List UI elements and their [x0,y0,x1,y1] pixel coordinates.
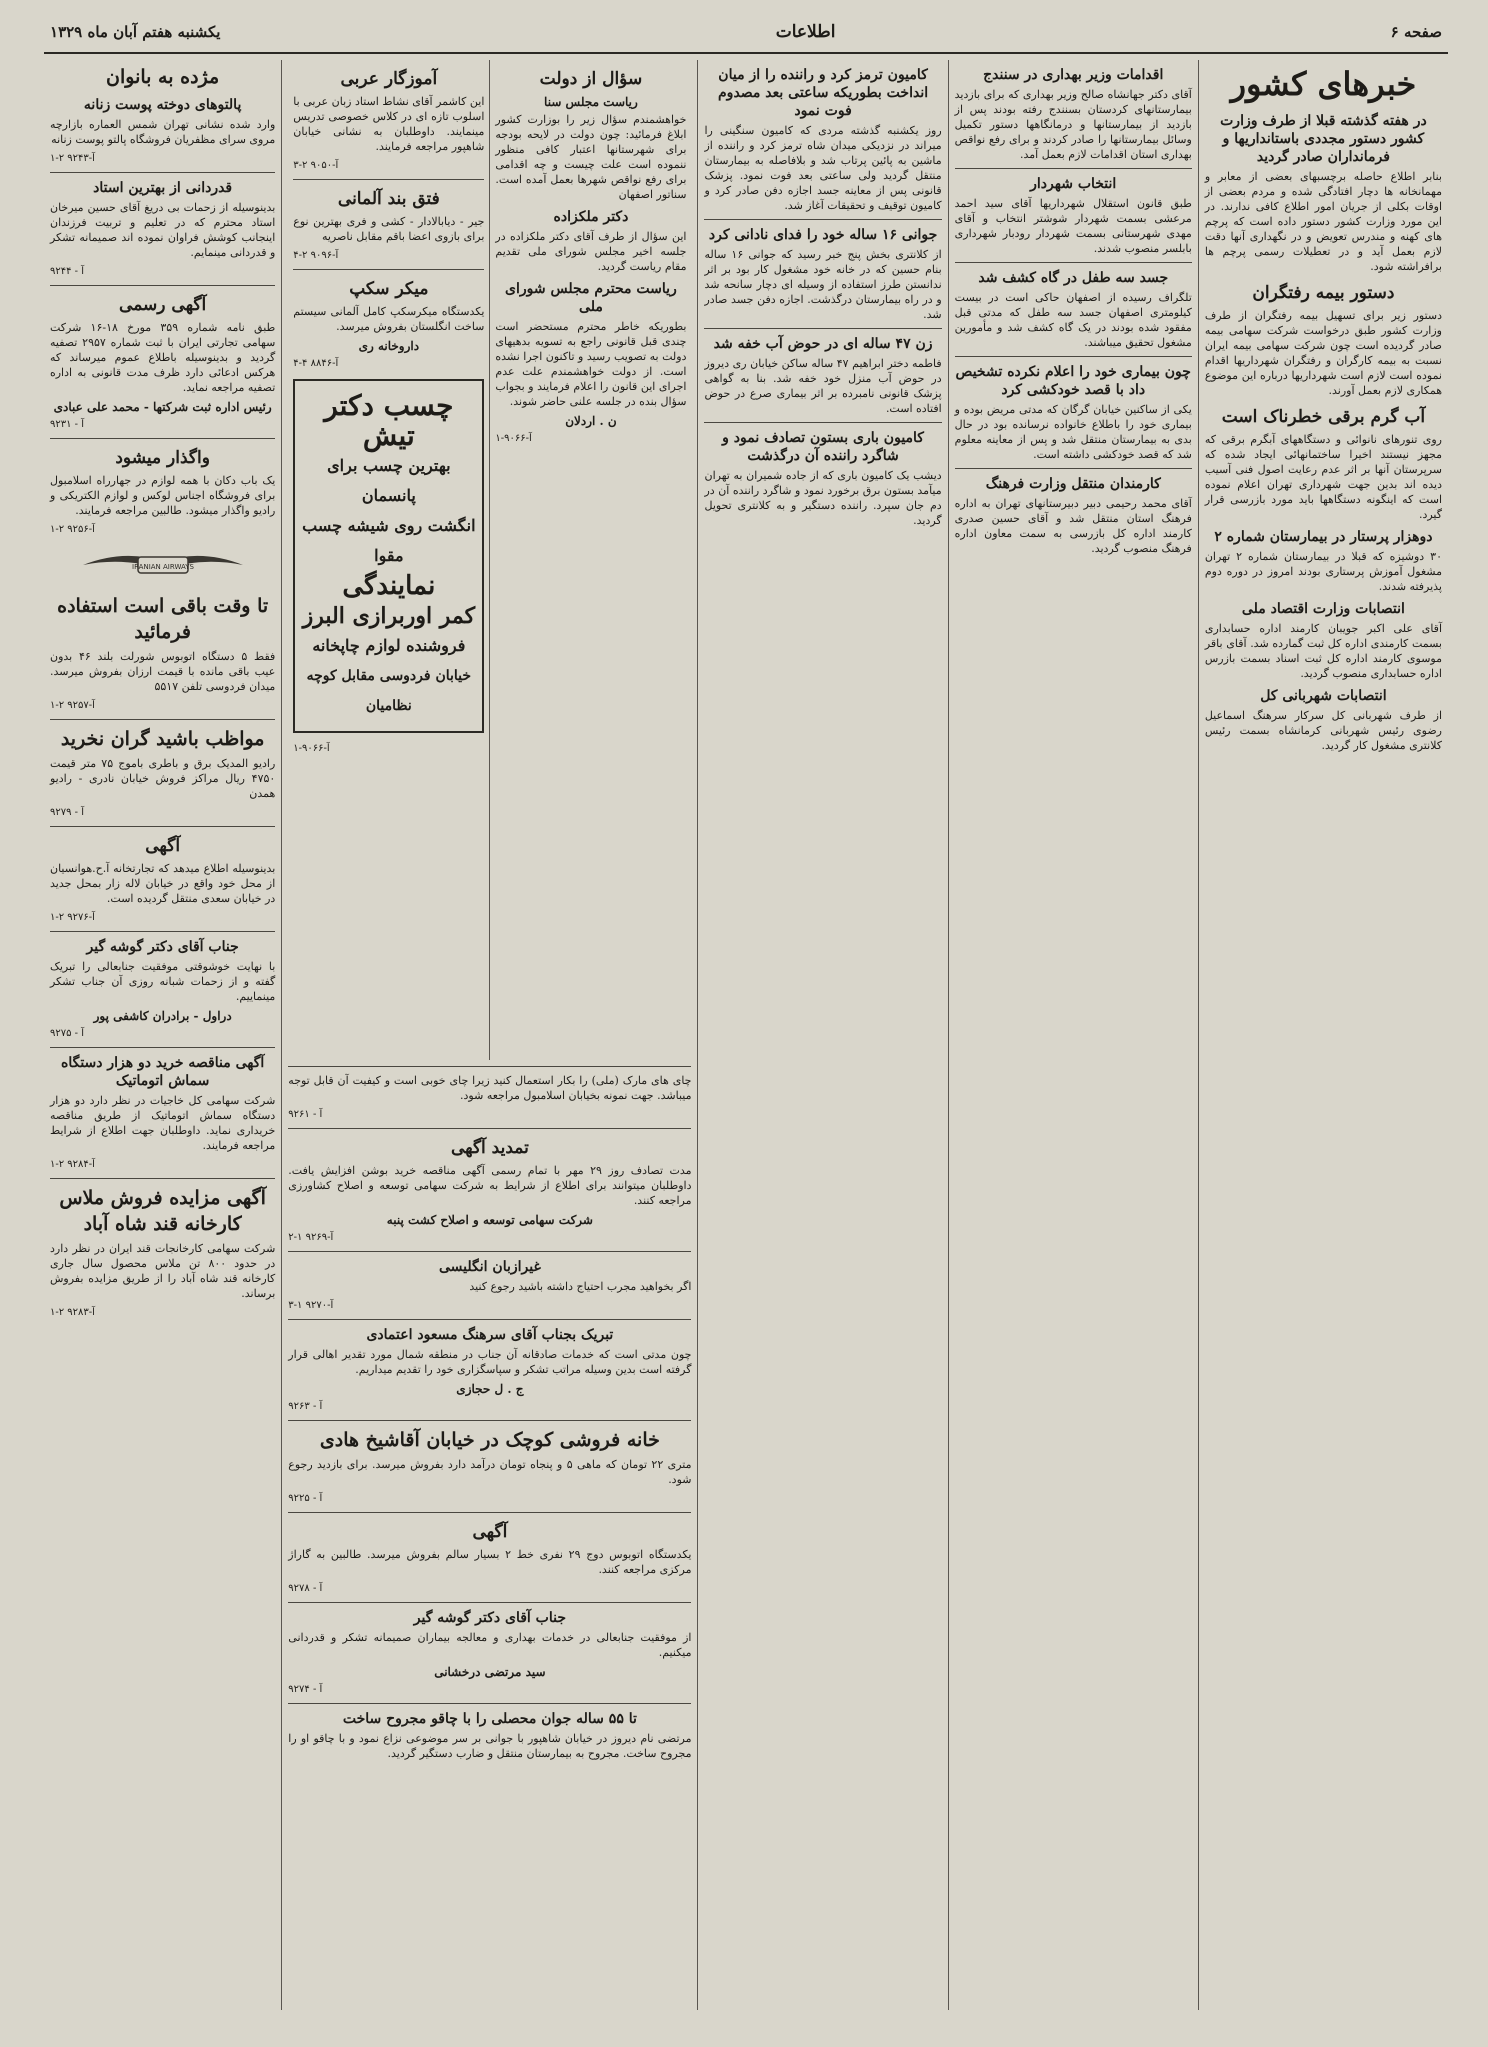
ad-body: فقط ۵ دستگاه اتوبوس شورلت بلند ۴۶ بدون عیب باقی مانده با قیمت ارزان بفروش میرسد. میدان فردوسی تلفن ۵۵۱۷ [49,650,276,693]
ad-body: یکدستگاه اتوبوس دوج ۲۹ نفری خط ۲ بسیار سالم بفروش میرسد. طالبین به گاراژ مرکزی مراجعه کنند. [288,1548,692,1576]
article-body: این سؤال از طرف آقای دکتر ملکزاده در جلسه اخیر مجلس شورای ملی تقدیم مقام ریاست گردید. [495,230,687,273]
divider [288,1251,691,1252]
article-heading: اقدامات وزیر بهداری در سنندج [983,67,1164,83]
article-heading: تا ۵۵ ساله جوان محصلی را با چاقو مجروح ساخت [342,1711,637,1727]
divider [288,1602,691,1603]
ad-heading: آگهی رسمی [119,295,207,315]
ad-code: ۱-۲ آ-۹۲۷۶ [49,912,95,923]
ad-line: نمایندگی [342,571,436,601]
ad-line: چسب دکتر تیش [324,389,454,452]
ad-code: آ - ۹۲۷۵ [49,1028,84,1039]
ad-line: انگشت روی شیشه چسب مقوا [302,516,476,565]
article-heading: سؤال از دولت [539,69,643,89]
article-heading: جوانی ۱۶ ساله خود را فدای نادانی کرد [708,227,938,243]
ad-heading: تا وقت باقی است استفاده فرمائید [57,595,269,643]
column-classifieds-small [288,60,489,1060]
article-body: بطوریکه خاطر محترم مستحضر است چندی قبل قانونی راجع به تسویه بدهیهای دولت به تصویب رسید و تاکنون اجرا نشده است. از دولت خواهشمندم علت عدم اجرای این قانون را اعلام فرمایند و بجواب سؤال بنده در جلسه علنی حاضر شوند. [495,320,687,408]
ad-body: شرکت سهامی کارخانجات قند ایران در نظر دارد در حدود ۸۰۰ تن ملاس محصول سال جاری کارخانه قند شاه آباد را از طریق مزایده بفروش برساند. [49,1242,276,1300]
ad-code: آ - ۹۲۷۴ [288,1684,323,1695]
ad-code: ۲-۱ آ-۹۲۶۹ [288,1232,334,1243]
divider [704,422,941,423]
article-body: دیشب یک کامیون باری که از جاده شمیران به تهران میآمد بستون برق برخورد نمود و شاگرد راننده آن در دم جان سپرد. راننده دستگیر و به کلانتری تحویل گردید. [704,469,942,527]
divider [50,438,275,439]
ad-code: ۱-۲ آ-۹۲۵۷ [49,700,95,711]
column-questions [489,60,691,1060]
article-body: خواهشمندم سؤال زیر را بوزارت کشور ابلاغ فرمائید: چون دولت در لایحه بودجه برای شهرستانها اعتبار کافی منظور ننموده است علت چیست و چه اقدامی برای رفع نواقص شهرها بعمل آمده است. سناتور اصفهان [495,113,687,201]
ad-code: آ - ۹۲۷۸ [288,1583,323,1594]
article-subheading: ریاست مجلس سنا [544,95,638,109]
paper-name: اطلاعات [775,22,836,42]
section-title: خبرهای کشور [1230,65,1417,103]
divider [288,1420,691,1421]
column-incidents [697,60,947,2010]
divider [293,179,484,180]
ad-code: ۱-۲ آ-۹۲۵۶ [49,524,95,535]
ad-heading: آگهی [145,836,181,856]
article-body: آقای دکتر جهانشاه صالح وزیر بهداری که برای بازدید بیمارستانهای کردستان بسنندج رفته بودند پس از بازدید از بیمارستانها و درمانگاهها دستور تکمیل وسائل بیمارستانها را صادر کردند و برای رفع نواقص بهداری استان اقدامات لازم بعمل آمد. [954,88,1192,161]
column-parliament-and-ads [281,60,697,2010]
article-body: یکی از ساکنین خیابان گرگان که مدتی مریض بوده و بیماری خود را باطلاع خانواده نرسانده بود در حال بدی به بیمارستان منتقل شد و پس از معاینه معلوم شد که قصد خودکشی داشته است. [954,403,1192,461]
signature: شرکت سهامی توسعه و اصلاح کشت پنبه [386,1213,593,1227]
divider [288,1066,691,1067]
article-heading: انتصابات وزارت اقتصاد ملی [1241,601,1405,617]
ad-heading: آگهی مزایده فروش ملاس کارخانه قند شاه آباد [59,1187,266,1235]
winged-logo-icon [78,545,248,585]
ad-code: ۱-آ-۹۰۶۶ [293,743,330,754]
airline-name: IRANIAN AIRWAYS [131,563,194,571]
signature: ج . ل حجازی [456,1382,524,1396]
article-heading: کامیون ترمز کرد و راننده را از میان انداخت بطوریکه ساعتی بعد مصدوم فوت نمود [718,67,929,119]
ad-code: آ - ۹۲۶۱ [288,1109,323,1120]
article-body: مرتضی نام دیروز در خیابان شاهپور با جوانی بر سر موضوعی نزاع نمود و با چاقو او را مجروح ساخت. مجروح به بیمارستان منتقل و ضارب دستگیر گردید. [288,1732,692,1760]
article-heading: دوهزار پرستار در بیمارستان شماره ۲ [1214,529,1433,545]
article-body: دستور زیر برای تسهیل بیمه رفتگران از طرف وزارت کشور طبق درخواست شرکت سهامی بیمه صادر گردیده است چون شرکت سهامی بیمه ایران نسبت به بیمه کارگران و رفتگران شهرداریها اقدام نموده است لازم است شهرداریها درباره این موضوع همکاری لازم بعمل آورند. [1204,309,1442,397]
ad-subheading: پالتوهای دوخته پوست زنانه [83,97,242,113]
ad-body: با نهایت خوشوقتی موفقیت جنابعالی را تبریک گفته و از زحمات شبانه روزی آن جناب تشکر مینماییم. [49,960,276,1003]
divider [50,719,275,720]
ad-heading: مژده به بانوان [106,66,220,88]
article-body: از طرف شهربانی کل سرکار سرهنگ اسماعیل رضوی رئیس شهربانی کرمانشاه بسمت رئیس کلانتری مشغول کار گردید. [1204,709,1442,752]
signature: سید مرتضی درخشانی [434,1665,546,1679]
ad-body: بدینوسیله از زحمات بی دریغ آقای حسین میرخان استاد محترم که در تعلیم و تربیت فرزندان اینجانب کوشش فراوان نموده اند صمیمانه تشکر و قدردانی مینمایم. [49,201,276,259]
ad-heading: تبریک بجناب آقای سرهنگ مسعود اعتمادی [366,1327,614,1343]
divider [288,1128,691,1129]
signature: دراول - برادران کاشفی پور [93,1009,232,1023]
ad-code: آ - ۹۲۲۵ [288,1493,323,1504]
article-heading: کامیون باری بستون تصادف نمود و شاگرد راننده آن درگذشت [722,430,924,464]
article-body: تلگراف رسیده از اصفهان حاکی است در بیست کیلومتری اصفهان جسد سه طفل که مدتی قبل مفقود شده بودند در یک گاه کشف شد و مأمورین مشغول تحقیق میباشند. [954,291,1192,349]
ad-body: چای های مارک (ملی) را بکار استعمال کنید زیرا چای خوبی است و کیفیت آن قابل توجه میباشد. جهت نمونه بخیابان اسلامبول مراجعه شود. [288,1074,692,1102]
article-body: آقای علی اکبر جویبان کارمند اداره حسابداری بسمت کارمندی اداره کل ثبت گمارده شد. آقای باقر موسوی کارمند اداره کل ثبت اسناد بسمت بازرس اداره حسابداری منصوب گردید. [1204,622,1442,680]
ad-body: بدینوسیله اطلاع میدهد که تجارتخانه آ.ح.هوانسیان از محل خود واقع در خیابان لاله زار بمحل جدید در خیابان سعدی منتقل گردیده است. [49,862,276,905]
page-number: صفحه ۶ [1390,23,1442,41]
ad-body: از موفقیت جنابعالی در خدمات بهداری و معالجه بیماران صمیمانه تشکر و قدردانی میکنیم. [288,1631,692,1659]
ad-heading: فتق بند آلمانی [337,189,440,209]
article-heading: چون بیماری خود را اعلام نکرده تشخیص داد با قصد خودکشی کرد [955,364,1191,398]
ad-code: ۴-۴ آ-۸۸۴۶ [293,358,339,369]
divider [704,219,941,220]
article-heading: دکتر ملکزاده [553,209,629,225]
glue-advertisement [293,379,484,733]
ad-code: ۳-۱ آ-۹۲۷۰ [288,1300,334,1311]
ad-code: ۴-۲ آ-۹۰۹۶ [293,250,339,261]
article-body: آقای محمد رحیمی دبیر دبیرستانهای تهران به اداره فرهنگ استان منتقل شد و آقای حسین صدری کارمند اداره کل بازرسی به سمت معاون اداره فرهنگ منصوب گردید. [954,497,1192,555]
ad-line: خیابان فردوسی مقابل کوچه نظامیان [306,668,472,714]
divider [293,269,484,270]
article-heading: انتصابات شهربانی کل [1260,688,1387,704]
article-body: ۳۰ دوشیزه که قبلا در بیمارستان شماره ۲ تهران مشغول آموزش پرستاری بودند امروز در دوره دوم پذیرفته شدند. [1204,550,1442,593]
divider [50,931,275,932]
ad-code: آ - ۹۲۳۱ [49,419,84,430]
ad-heading: جناب آقای دکتر گوشه گیر [86,939,239,955]
column-health-news [948,60,1198,2010]
article-heading: ریاست محترم مجلس شورای ملی [505,281,677,315]
signature: رئیس اداره ثبت شرکتها - محمد علی عبادی [53,400,272,414]
ad-heading: قدردانی از بهترین استاد [93,180,233,196]
ad-heading: آگهی [472,1522,508,1542]
divider [288,1703,691,1704]
ad-heading: میکر سکپ [349,279,429,299]
divider [50,1047,275,1048]
ad-heading: آگهی مناقصه خرید دو هزار دستگاه سماش اتوماتیک [61,1055,265,1089]
columns [44,60,1448,2010]
divider [288,1319,691,1320]
ad-heading: مواظب باشید گران نخرید [60,728,265,750]
ad-code: آ - ۹۲۷۹ [49,807,84,818]
divider [704,328,941,329]
upper-split [288,60,691,1060]
ad-heading: واگذار میشود [115,448,210,468]
column-classifieds [44,60,281,2010]
divider [50,826,275,827]
ad-body: یکدستگاه میکرسکپ کامل آلمانی سیستم ساخت انگلستان بفروش میرسد. [293,305,485,333]
ad-line: فروشنده لوازم چاپخانه [312,636,466,655]
divider [955,356,1192,357]
ad-body: متری ۲۲ تومان که ماهی ۵ و پنجاه تومان درآمد دارد بفروش میرسد. برای بازدید رجوع شود. [288,1458,692,1486]
article-heading: آب گرم برقی خطرناک است [1221,407,1426,427]
divider [955,262,1192,263]
issue-date: یکشنبه هفتم آبان ماه ۱۳۲۹ [50,23,221,41]
article-heading: زن ۴۷ ساله ای در حوض آب خفه شد [713,336,933,352]
ad-body: این کاشمر آقای نشاط استاد زبان عربی با اسلوب تازه ای در کلاس خصوصی تدریس مینمایند. داوطلبان به نشانی خیابان شاهپور مراجعه فرمایند. [293,95,485,153]
article-body: روی تنورهای نانوائی و دستگاههای آبگرم برقی که مجهز نیستند اخیرا ساختمانهائی ایجاد شده که سرپرستان آنها بر اثر عدم رعایت اصول فنی آسیب دیده اند بدین جهت شهرداری تهران اعلام نموده است که اینگونه دستگاهها باید مورد بازرسی قرار گیرد. [1204,433,1442,521]
ad-heading: تمدید آگهی [450,1138,529,1158]
divider [50,172,275,173]
ad-heading: غیرازبان انگلیسی [439,1259,541,1275]
ad-body: مدت تصادف روز ۲۹ مهر با تمام رسمی آگهی مناقصه خرید بوشن افزایش یافت. داوطلبان میتوانند برای اطلاع از شرایط به شرکت سهامی توسعه و اصلاح کشاورزی مراجعه کنند. [288,1164,692,1207]
ad-body: طبق نامه شماره ۳۵۹ مورخ ۱۸-۱۶ شرکت سهامی تجارتی ایران با ثبت شماره ۲۹۵۷ تصفیه گردید و بدینوسیله باطلاع عموم میرساند که هرکس ادعائی دارد ظرف مدت قانونی به اداره تصفیه مراجعه نماید. [49,321,276,394]
ad-body: اگر بخواهید مجرب احتیاج داشته باشید رجوع کنید [469,1280,692,1293]
ad-subheading: داروخانه ری [358,339,420,353]
ad-body: شرکت سهامی کل خاجیات در نظر دارد دو هزار دستگاه سماش اتوماتیک از طریق مناقصه خریداری نماید. داوطلبان جهت اطلاع از شرایط مراجعه فرمایند. [49,1094,276,1152]
ad-line: بهترین چسب برای پانسمان [327,456,451,505]
ad-line: کمر اوربرازی البرز [302,603,476,629]
ad-body: چون مدتی است که خدمات صادقانه آن جناب در منطقه شمال مورد تقدیر اهالی قرار گرفته است بدین وسیله مراتب تشکر و سپاسگزاری خود را تقدیم میداریم. [288,1348,692,1376]
article-heading: در هفته گذشته قبلا از طرف وزارت کشور دستور مجددی باستانداریها و فرمانداران صادر گردید [1220,113,1427,165]
divider [955,468,1192,469]
ad-code: ۳-۲ آ-۹۰۵۰ [293,160,339,171]
divider [50,285,275,286]
ad-body: جیر - دیابالادار - کشی و فری بهترین نوع برای بازوی اعضا باقم مقابل ناصریه [293,215,485,243]
ad-code: ۱-آ-۹۰۶۶ [495,433,532,444]
article-body: فاطمه دختر ابراهیم ۴۷ ساله ساکن خیابان ری دیروز در حوض آب منزل خود خفه شد. بنا به گواهی پزشک قانونی نامبرده بر اثر بیماری صرع در حوض افتاده است. [704,357,942,415]
article-body: طبق قانون استقلال شهرداریها آقای سید احمد مرعشی بسمت شهردار شوشتر انتخاب و آقای مهدی شهرستانی بسمت شهردار رودبار شهرداری بابلسر منصوب شدند. [954,197,1192,255]
divider [288,1512,691,1513]
divider [50,1178,275,1179]
divider [955,168,1192,169]
ad-code: ۱-۲ آ-۹۲۸۳ [49,1307,95,1318]
article-heading: دستور بیمه رفتگران [1252,283,1395,303]
signature: ن . اردلان [565,414,617,428]
masthead [44,18,1448,54]
article-heading: انتخاب شهردار [1030,176,1117,192]
ad-heading: خانه فروشی کوچک در خیابان آقاشیخ هادی [319,1429,660,1451]
ad-code: ۱-۲ آ-۹۲۴۳ [49,153,95,164]
article-body: از کلانتری بخش پنج خبر رسید که جوانی ۱۶ ساله بنام حسین که در خانه خود مشغول کار بود بر اثر ندانستن طرز استفاده از وسیله ای دچار سانحه شد و در راه بیمارستان درگذشت. اجازه دفن جسد صادر شد. [704,248,942,321]
column-country-news [1198,60,1448,2010]
article-body: بنابر اطلاع حاصله برچسبهای بعضی از معابر و مهمانخانه ها دچار افتادگی شده و مردم بعضی از اوقات بکلی از جریان امور اطلاع کافی ندارند. در این مورد وزارت کشور دستور داده است که پرچم های کهنه و مندرس تعویض و در نگهداری آنها دقت لازم بعمل آید و در تعطیلات رسمی پرچم ها برافراشته شود. [1204,170,1442,273]
article-heading: کارمندان منتقل وزارت فرهنگ [985,476,1161,492]
ad-code: آ - ۹۲۶۳ [288,1401,323,1412]
ad-code: آ - ۹۲۴۴ [49,266,84,277]
ad-heading: آموزگار عربی [340,69,438,89]
airline-logo [78,545,248,585]
ad-heading: جناب آقای دکتر گوشه گیر [413,1610,566,1626]
ad-body: وارد شده نشانی تهران شمس العماره بازارچه مروی سرای مظفریان فروشگاه پالتو پوست زنانه [49,118,276,146]
ad-body: یک باب دکان با همه لوازم در جهارراه اسلامبول برای فروشگاه اجناس لوکس و لوازم الکتریکی و رادیو واگذار میشود. طالبین مراجعه فرمایند. [49,474,276,517]
article-body: روز یکشنبه گذشته مردی که کامیون سنگینی را میراند در نزدیکی میدان شاه ترمز کرد و راننده از ماشین به پائین پرتاب شد و بلافاصله به بیمارستان منتقل گردید ولی ساعتی بعد فوت نمود. پزشک قانونی پس از معاینه جسد اجازه دفن صادر کرد و کامیون توقیف و تحقیقات آغاز شد. [704,124,942,212]
article-heading: جسد سه طفل در گاه کشف شد [978,270,1169,286]
ad-code: ۱-۲ آ-۹۲۸۴ [49,1159,95,1170]
ad-body: رادیو المدیک برق و باطری باموج ۷۵ متر قیمت ۴۷۵۰ ریال مراکز فروش خیابان نادری - رادیو همدن [49,757,276,800]
